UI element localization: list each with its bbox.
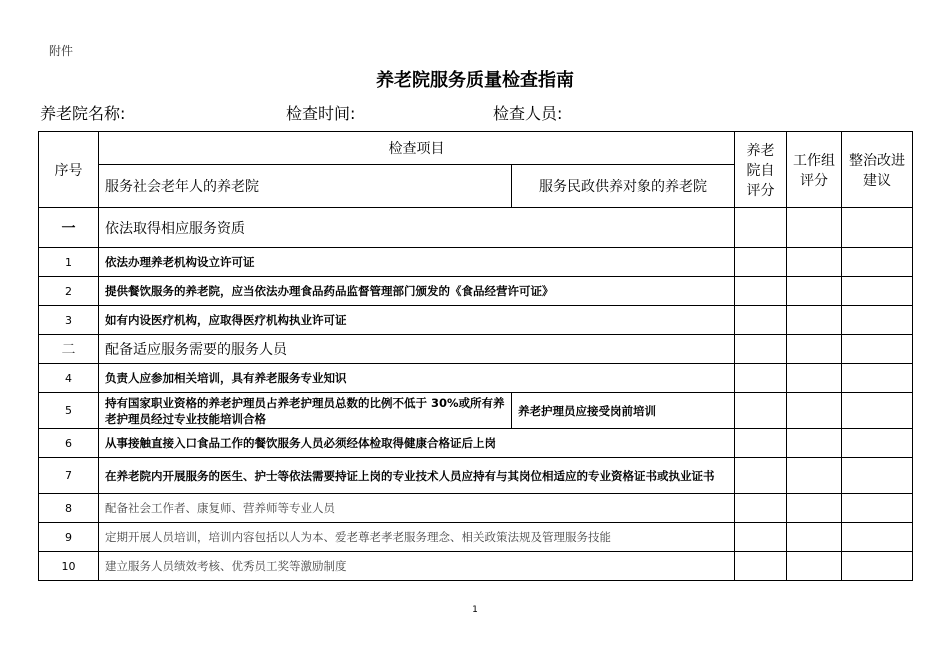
- rectify-cell[interactable]: [842, 552, 913, 581]
- team-score-cell[interactable]: [787, 429, 842, 458]
- section-title: 配备适应服务需要的服务人员: [99, 335, 735, 364]
- row-text-civil: 养老护理员应接受岗前培训: [512, 393, 735, 429]
- table-row: [39, 429, 913, 458]
- team-score-cell[interactable]: [787, 523, 842, 552]
- row-number: 8: [39, 494, 99, 523]
- row-number: 3: [39, 306, 99, 335]
- document-title: 养老院服务质量检查指南: [376, 70, 574, 91]
- team-score-cell[interactable]: [787, 364, 842, 393]
- table-row: [39, 552, 913, 581]
- self-score-cell[interactable]: [735, 208, 787, 248]
- row-number: 1: [39, 248, 99, 277]
- row-text: 负责人应参加相关培训，具有养老服务专业知识: [99, 364, 735, 393]
- self-score-cell[interactable]: [735, 552, 787, 581]
- self-score-cell[interactable]: [735, 458, 787, 494]
- row-text: 定期开展人员培训，培训内容包括以人为本、爱老尊老孝老服务理念、相关政策法规及管理服务技能: [99, 523, 735, 552]
- rectify-cell[interactable]: [842, 458, 913, 494]
- nursing-home-name-label: 养老院名称:: [40, 104, 126, 123]
- row-text: 配备社会工作者、康复师、营养师等专业人员: [99, 494, 735, 523]
- self-score-cell[interactable]: [735, 429, 787, 458]
- row-text: 依法办理养老机构设立许可证: [99, 248, 735, 277]
- table-row: [39, 393, 913, 429]
- section-row: [39, 335, 913, 364]
- table-row: [39, 306, 913, 335]
- team-score-cell[interactable]: [787, 277, 842, 306]
- rectify-cell[interactable]: [842, 429, 913, 458]
- header-self-score: 养老院自评分: [735, 132, 787, 208]
- table-row: [39, 248, 913, 277]
- team-score-cell[interactable]: [787, 494, 842, 523]
- team-score-cell[interactable]: [787, 458, 842, 494]
- team-score-cell[interactable]: [787, 306, 842, 335]
- self-score-cell[interactable]: [735, 494, 787, 523]
- rectify-cell[interactable]: [842, 364, 913, 393]
- section-number: 一: [39, 208, 99, 248]
- table-row: [39, 364, 913, 393]
- row-text: 从事接触直接入口食品工作的餐饮服务人员必须经体检取得健康合格证后上岗: [99, 429, 735, 458]
- rectify-cell[interactable]: [842, 208, 913, 248]
- rectify-cell[interactable]: [842, 277, 913, 306]
- row-number: 2: [39, 277, 99, 306]
- header-social-homes: 服务社会老年人的养老院: [99, 165, 512, 208]
- rectify-cell[interactable]: [842, 494, 913, 523]
- header-team-score: 工作组评分: [787, 132, 842, 208]
- header-seq: 序号: [39, 132, 99, 208]
- section-number: 二: [39, 335, 99, 364]
- team-score-cell[interactable]: [787, 393, 842, 429]
- rectify-cell[interactable]: [842, 306, 913, 335]
- rectify-cell[interactable]: [842, 393, 913, 429]
- self-score-cell[interactable]: [735, 364, 787, 393]
- team-score-cell[interactable]: [787, 248, 842, 277]
- row-number: 7: [39, 458, 99, 494]
- inspection-time-label: 检查时间:: [286, 104, 356, 123]
- attachment-label: 附件: [49, 44, 74, 58]
- self-score-cell[interactable]: [735, 306, 787, 335]
- rectify-cell[interactable]: [842, 523, 913, 552]
- table-row: [39, 494, 913, 523]
- page-number: 1: [472, 605, 478, 615]
- row-number: 9: [39, 523, 99, 552]
- rectify-cell[interactable]: [842, 335, 913, 364]
- row-text: 在养老院内开展服务的医生、护士等依法需要持证上岗的专业技术人员应持有与其岗位相适应的专业资格证书或执业证书: [99, 458, 735, 494]
- self-score-cell[interactable]: [735, 277, 787, 306]
- row-number: 4: [39, 364, 99, 393]
- team-score-cell[interactable]: [787, 208, 842, 248]
- rectify-cell[interactable]: [842, 248, 913, 277]
- header-civil-homes: 服务民政供养对象的养老院: [512, 165, 735, 208]
- team-score-cell[interactable]: [787, 335, 842, 364]
- row-number: 5: [39, 393, 99, 429]
- row-number: 6: [39, 429, 99, 458]
- inspector-label: 检查人员:: [493, 104, 563, 123]
- table-row: [39, 523, 913, 552]
- row-text: 建立服务人员绩效考核、优秀员工奖等激励制度: [99, 552, 735, 581]
- header-items: 检查项目: [99, 132, 735, 165]
- self-score-cell[interactable]: [735, 393, 787, 429]
- header-rectify: 整治改进建议: [842, 132, 913, 208]
- inspection-table: [38, 131, 913, 581]
- row-text: 持有国家职业资格的养老护理员占养老护理员总数的比例不低于 30%或所有养老护理员经过专业技能培训合格: [99, 393, 512, 429]
- row-text: 提供餐饮服务的养老院，应当依法办理食品药品监督管理部门颁发的《食品经营许可证》: [99, 277, 735, 306]
- team-score-cell[interactable]: [787, 552, 842, 581]
- self-score-cell[interactable]: [735, 248, 787, 277]
- section-row: [39, 208, 913, 248]
- section-title: 依法取得相应服务资质: [99, 208, 735, 248]
- self-score-cell[interactable]: [735, 523, 787, 552]
- row-text: 如有内设医疗机构，应取得医疗机构执业许可证: [99, 306, 735, 335]
- self-score-cell[interactable]: [735, 335, 787, 364]
- table-row: [39, 458, 913, 494]
- table-row: [39, 277, 913, 306]
- row-number: 10: [39, 552, 99, 581]
